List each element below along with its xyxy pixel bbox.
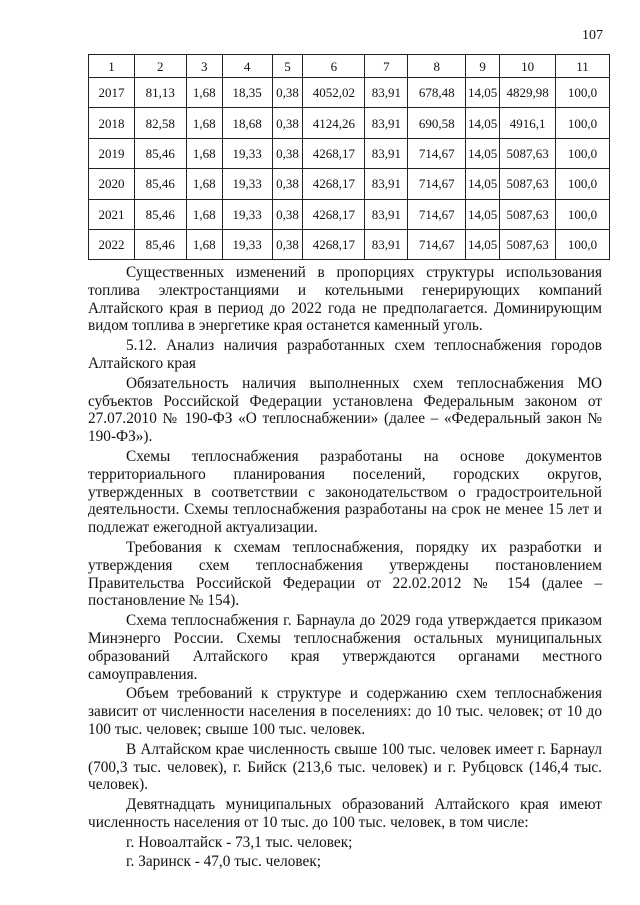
header-cell: 3: [186, 55, 222, 78]
paragraph-large-cities: В Алтайском крае численность свыше 100 тыс. человек имеет г. Барнаул (700,3 тыс. человек), г. Бийск (213,6 тыс. человек) и г. Рубцовск (146,4 тыс. человек).: [88, 740, 602, 794]
list-item: г. Новоалтайск - 73,1 тыс. человек;: [126, 833, 353, 851]
table-cell: 14,05: [466, 108, 500, 138]
header-cell: 1: [89, 55, 135, 78]
table-cell: 1,68: [186, 78, 222, 108]
table-cell: 0,38: [272, 108, 303, 138]
header-cell: 10: [500, 55, 556, 78]
table-cell: 5087,63: [500, 199, 556, 229]
table-cell: 4052,02: [303, 78, 365, 108]
table-header-row: [89, 55, 610, 78]
table-row: [89, 78, 610, 108]
page-number: 107: [582, 28, 603, 43]
table-cell: 4268,17: [303, 229, 365, 259]
table-cell: 4829,98: [500, 78, 556, 108]
table-cell: 19,33: [222, 169, 272, 199]
header-cell: 9: [466, 55, 500, 78]
table-cell: 678,48: [408, 78, 466, 108]
table-cell: 4268,17: [303, 138, 365, 168]
header-cell: 6: [303, 55, 365, 78]
header-cell: 7: [365, 55, 408, 78]
table-cell: 81,13: [134, 78, 186, 108]
paragraph-nineteen-municipalities: Девятнадцать муниципальных образований Алтайского края имеют численность населения от 10 тыс. до 100 тыс. человек, в том числе:: [88, 796, 602, 831]
table-cell: 85,46: [134, 169, 186, 199]
table-cell: 2017: [89, 78, 135, 108]
table-cell: 100,0: [556, 108, 610, 138]
header-cell: 11: [556, 55, 610, 78]
paragraph-schemes-basis: Схемы теплоснабжения разработаны на основе документов территориального планирования поселений, городских округов, утвержденных в соответствии с законодательством о градостроительной деятельности. Схемы теплоснабжения разработаны на срок не менее 15 лет и подлежат ежегодной актуализации.: [88, 447, 602, 537]
table-cell: 1,68: [186, 108, 222, 138]
table-cell: 2020: [89, 169, 135, 199]
paragraph-population-scope: Объем требований к структуре и содержанию схем теплоснабжения зависит от численности населения в поселениях: до 10 тыс. человек; от 10 до 100 тыс. человек; свыше 100 тыс. человек.: [88, 685, 602, 738]
table-cell: 1,68: [186, 169, 222, 199]
body-text: [88, 264, 602, 871]
table-cell: 100,0: [556, 138, 610, 168]
table-cell: 83,91: [365, 199, 408, 229]
table-cell: 0,38: [272, 78, 303, 108]
table-cell: 0,38: [272, 199, 303, 229]
table-cell: 714,67: [408, 229, 466, 259]
table-cell: 83,91: [365, 108, 408, 138]
table-cell: 14,05: [466, 229, 500, 259]
paragraph-federal-law: Обязательность наличия выполненных схем теплоснабжения МО субъектов Российской Федерации установлена Федеральным законом от 27.07.2010 № 190-ФЗ «О теплоснабжении» (далее – «Федеральный закон № 190-ФЗ»).: [88, 374, 602, 446]
table-cell: 4124,26: [303, 108, 365, 138]
table-cell: 83,91: [365, 169, 408, 199]
table-cell: 1,68: [186, 199, 222, 229]
header-cell: 5: [272, 55, 303, 78]
table-cell: 714,67: [408, 169, 466, 199]
table-cell: 85,46: [134, 138, 186, 168]
table-cell: 4916,1: [500, 108, 556, 138]
table-cell: 18,68: [222, 108, 272, 138]
table-cell: 19,33: [222, 138, 272, 168]
header-cell: 2: [134, 55, 186, 78]
data-table: [88, 54, 610, 260]
table-cell: 83,91: [365, 78, 408, 108]
table-cell: 100,0: [556, 199, 610, 229]
table-cell: 14,05: [466, 169, 500, 199]
table-cell: 100,0: [556, 169, 610, 199]
paragraph-fuel-structure: Существенных изменений в пропорциях структуры использования топлива электростанциями и котельными генерирующих компаний Алтайского края в период до 2022 года не предполагается. Доминирующим видом топлива в энергетике края останется каменный уголь.: [88, 264, 602, 335]
table-cell: 5087,63: [500, 169, 556, 199]
table-cell: 2018: [89, 108, 135, 138]
table-cell: 82,58: [134, 108, 186, 138]
table-cell: 4268,17: [303, 199, 365, 229]
table-cell: 83,91: [365, 229, 408, 259]
table-row: [89, 229, 610, 259]
table-cell: 4268,17: [303, 169, 365, 199]
table-cell: 2021: [89, 199, 135, 229]
paragraph-barnaul-scheme: Схема теплоснабжения г. Барнаула до 2029 года утверждается приказом Минэнерго России. Схемы теплоснабжения остальных муниципальных образований Алтайского края утверждаются органами местного самоуправления.: [88, 612, 602, 683]
table-cell: 2022: [89, 229, 135, 259]
table-cell: 1,68: [186, 229, 222, 259]
table-cell: 714,67: [408, 138, 466, 168]
table-row: [89, 169, 610, 199]
table-cell: 714,67: [408, 199, 466, 229]
table-cell: 0,38: [272, 138, 303, 168]
table-cell: 100,0: [556, 78, 610, 108]
table-cell: 5087,63: [500, 138, 556, 168]
table-cell: 14,05: [466, 78, 500, 108]
header-cell: 4: [222, 55, 272, 78]
section-heading-5-12: 5.12. Анализ наличия разработанных схем теплоснабжения городов Алтайского края: [88, 337, 602, 372]
table-cell: 83,91: [365, 138, 408, 168]
table-cell: 2019: [89, 138, 135, 168]
table-row: [89, 108, 610, 138]
table-cell: 19,33: [222, 229, 272, 259]
table-cell: 85,46: [134, 199, 186, 229]
table-cell: 5087,63: [500, 229, 556, 259]
table-cell: 14,05: [466, 138, 500, 168]
table-row: [89, 199, 610, 229]
paragraph-requirements: Требования к схемам теплоснабжения, порядку их разработки и утверждения схем теплоснабжения утверждены постановлением Правительства Российской Федерации от 22.02.2012 № 154 (далее – постановление № 154).: [88, 538, 602, 610]
table-cell: 14,05: [466, 199, 500, 229]
table-cell: 0,38: [272, 229, 303, 259]
table-cell: 1,68: [186, 138, 222, 168]
header-cell: 8: [408, 55, 466, 78]
table-cell: 19,33: [222, 199, 272, 229]
list-item: г. Заринск - 47,0 тыс. человек;: [126, 852, 321, 870]
table-row: [89, 138, 610, 168]
table-cell: 0,38: [272, 169, 303, 199]
table-cell: 18,35: [222, 78, 272, 108]
table-cell: 690,58: [408, 108, 466, 138]
table-cell: 100,0: [556, 229, 610, 259]
table-cell: 85,46: [134, 229, 186, 259]
